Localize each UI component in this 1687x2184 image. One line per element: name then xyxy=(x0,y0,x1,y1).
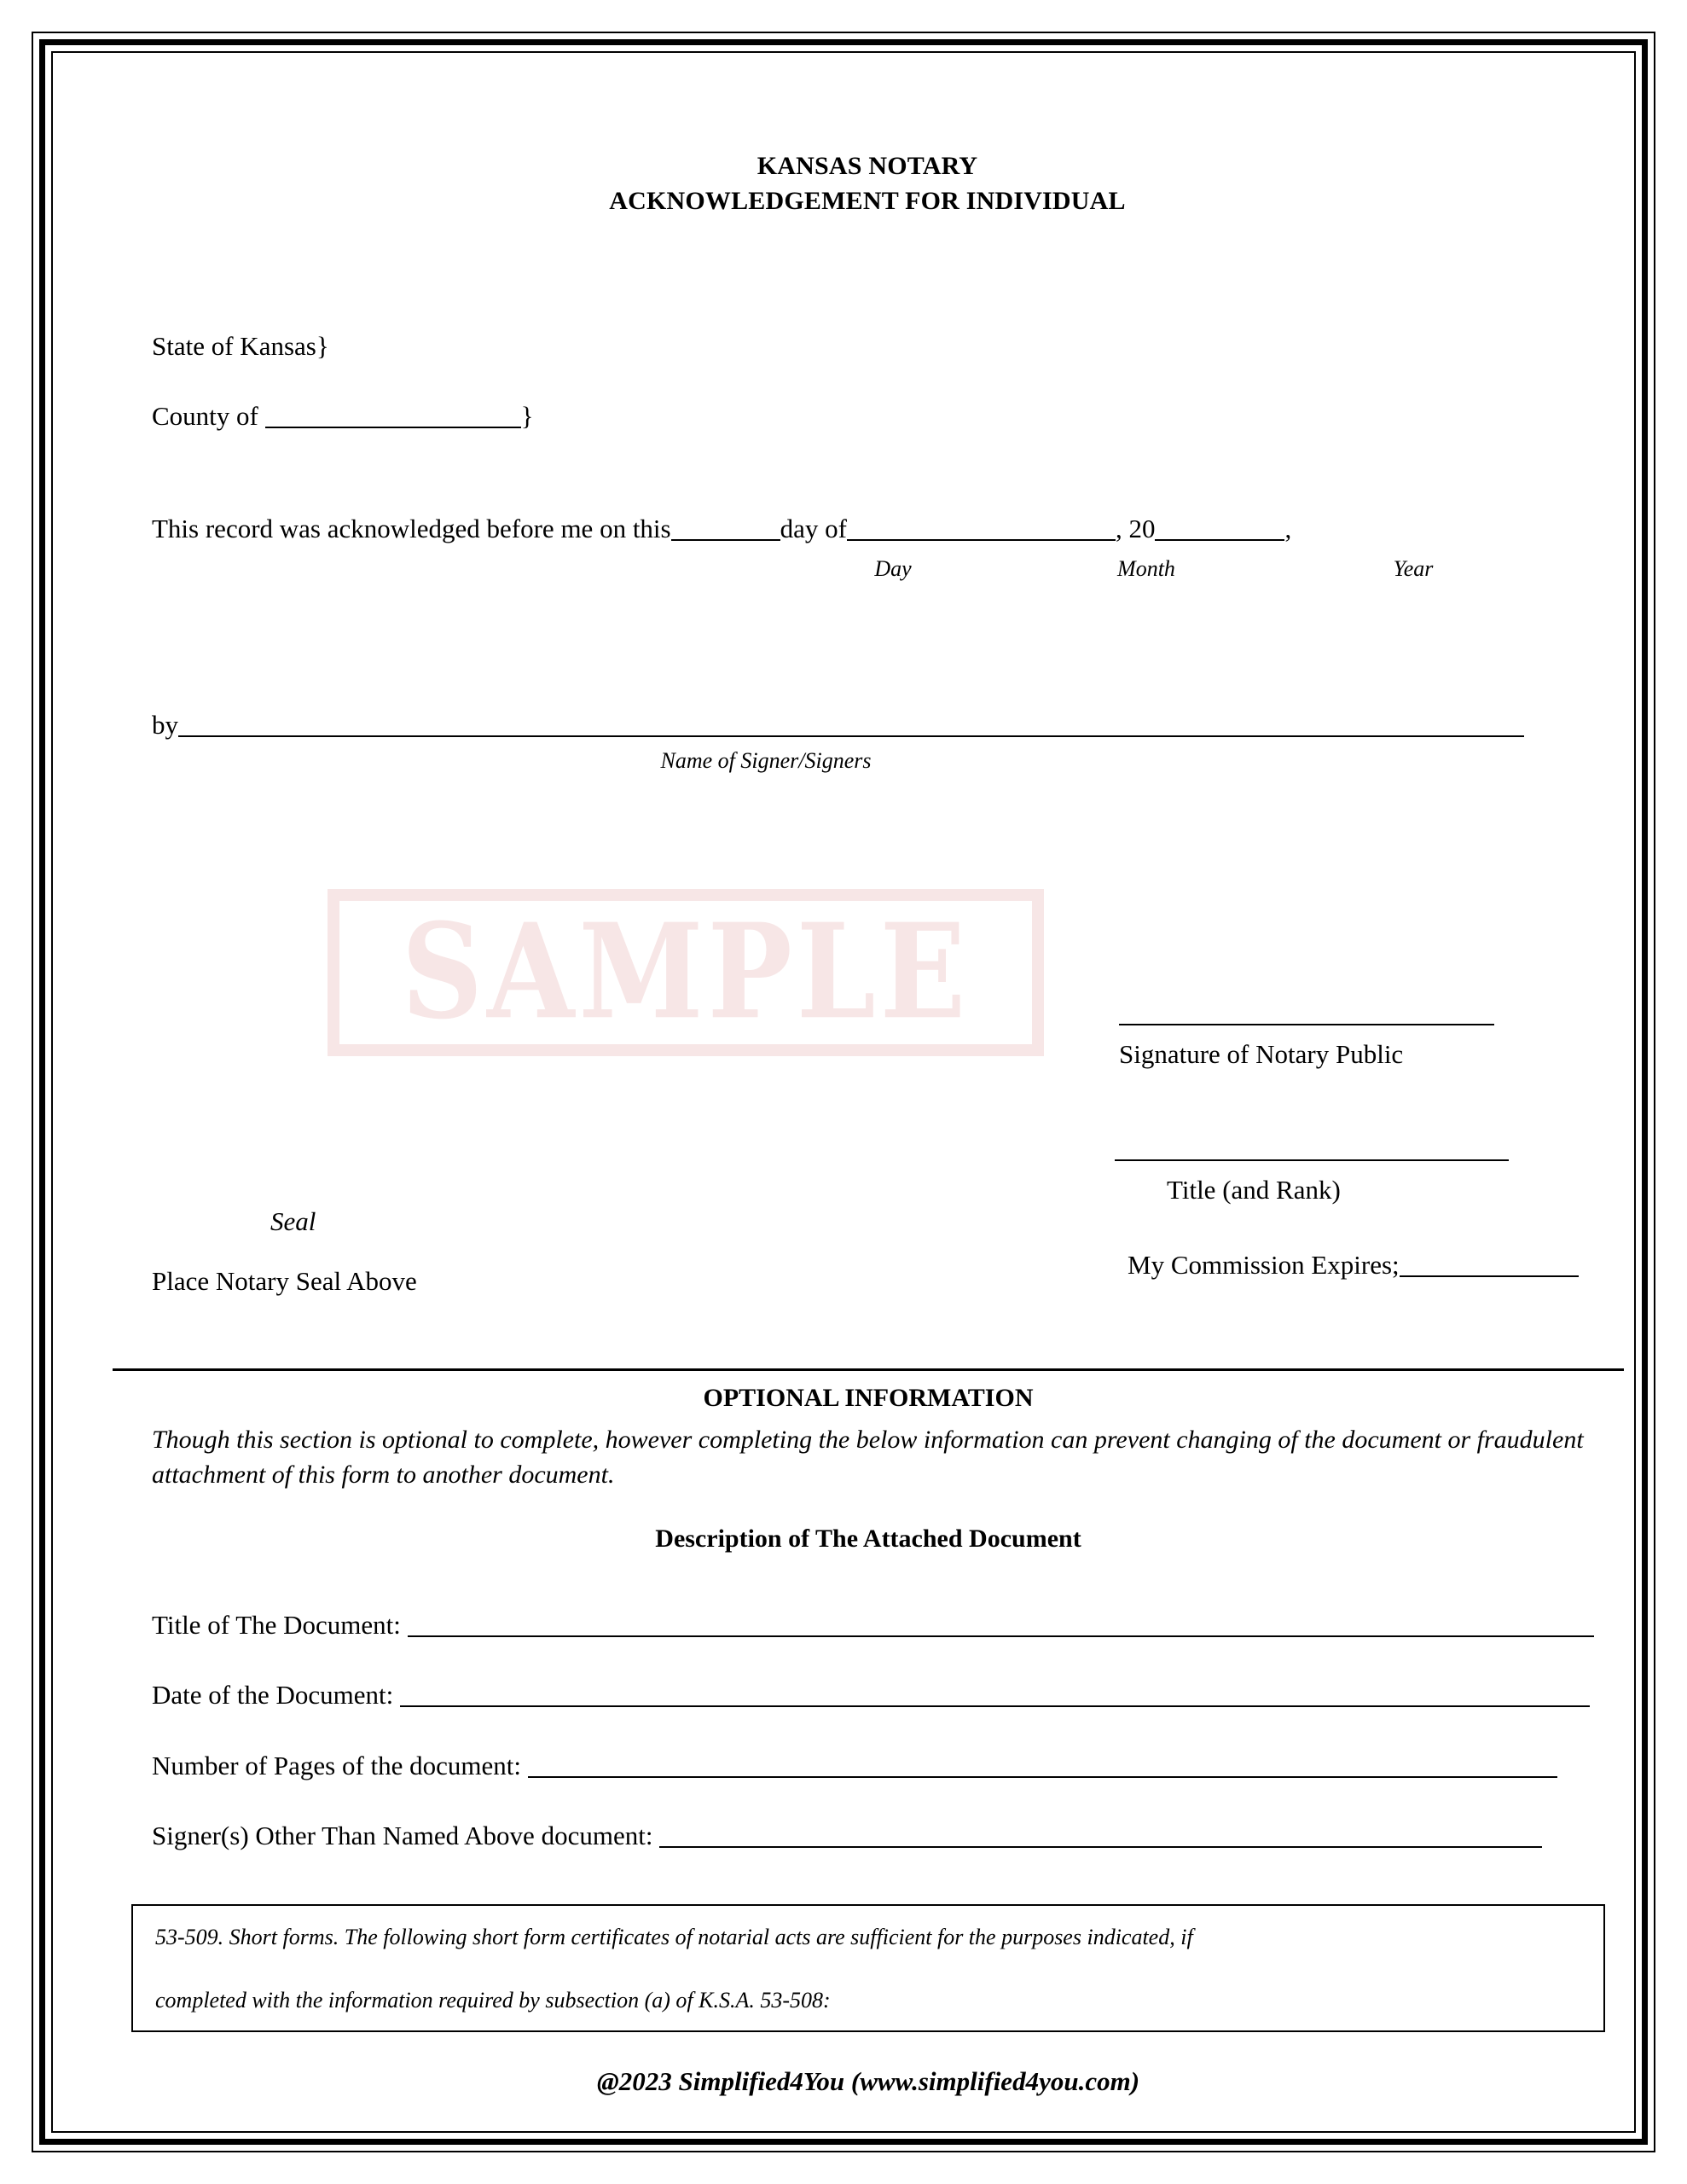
page-border-inner xyxy=(51,51,1636,2133)
year-caption: Year xyxy=(1393,556,1434,581)
year-input-blank[interactable] xyxy=(1155,539,1284,541)
month-input-blank[interactable] xyxy=(847,539,1116,541)
field-date-of-document-label: Date of the Document: xyxy=(152,1680,394,1710)
day-caption: Day xyxy=(874,556,912,581)
by-label: by xyxy=(152,710,178,740)
notary-title-line[interactable] xyxy=(1115,1159,1509,1161)
commission-expires-line xyxy=(1128,1250,1579,1281)
field-number-of-pages xyxy=(152,1751,1557,1781)
county-line xyxy=(152,401,534,432)
ack-text-day-of: day of xyxy=(780,514,847,543)
commission-expires-input-blank[interactable] xyxy=(1400,1275,1579,1277)
signer-name-caption: Name of Signer/Signers xyxy=(660,748,872,773)
ack-text-lead: This record was acknowledged before me on this xyxy=(152,514,671,543)
page-title xyxy=(113,148,1622,218)
title-line-2: ACKNOWLEDGEMENT FOR INDIVIDUAL xyxy=(609,187,1126,215)
notary-signature-line[interactable] xyxy=(1119,1024,1494,1025)
ack-text-year-prefix: , 20 xyxy=(1115,514,1156,543)
commission-expires-label: My Commission Expires; xyxy=(1128,1250,1400,1280)
field-other-signers xyxy=(152,1821,1542,1851)
description-heading: Description of The Attached Document xyxy=(655,1525,1081,1553)
state-line: State of Kansas} xyxy=(152,331,329,361)
signer-name-line xyxy=(152,710,1524,741)
county-label: County of xyxy=(152,401,265,431)
month-caption: Month xyxy=(1117,556,1175,581)
notary-title-caption: Title (and Rank) xyxy=(1167,1175,1341,1205)
acknowledgement-sentence xyxy=(152,514,1291,544)
page-border-middle xyxy=(39,39,1648,2145)
day-input-blank[interactable] xyxy=(671,539,780,541)
statute-line-1: 53-509. Short forms. The following short form certificates of notarial acts are sufficient for the purposes indicated, if xyxy=(155,1925,1193,1949)
notary-signature-caption: Signature of Notary Public xyxy=(1119,1039,1404,1069)
section-divider xyxy=(113,1368,1624,1371)
optional-information-paragraph: Though this section is optional to complete, however completing the below information can prevent changing of the document or fraudulent attachment of this form to another document. xyxy=(152,1426,1584,1489)
field-other-signers-label: Signer(s) Other Than Named Above document: xyxy=(152,1821,653,1850)
optional-information-heading: OPTIONAL INFORMATION xyxy=(703,1384,1034,1412)
field-title-of-document-label: Title of The Document: xyxy=(152,1610,401,1640)
sample-watermark-text: SAMPLE xyxy=(401,895,971,1049)
title-line-1: KANSAS NOTARY xyxy=(757,152,978,180)
field-title-of-document xyxy=(152,1610,1594,1641)
signer-name-input-blank[interactable] xyxy=(178,735,1524,737)
field-title-of-document-input[interactable] xyxy=(408,1635,1594,1637)
county-input-blank[interactable] xyxy=(265,427,521,428)
document-body xyxy=(113,113,1680,2177)
county-brace: } xyxy=(520,401,534,431)
field-other-signers-input[interactable] xyxy=(659,1846,1542,1848)
seal-word: Seal xyxy=(270,1206,316,1236)
field-date-of-document-input[interactable] xyxy=(400,1705,1590,1707)
statute-box xyxy=(131,1904,1605,2032)
field-number-of-pages-input[interactable] xyxy=(528,1776,1557,1778)
footer-copyright: @2023 Simplified4You (www.simplified4you.com) xyxy=(596,2066,1140,2096)
page-border-outer xyxy=(32,32,1655,2152)
field-date-of-document xyxy=(152,1680,1590,1711)
sample-watermark xyxy=(328,889,1044,1056)
field-number-of-pages-label: Number of Pages of the document: xyxy=(152,1751,522,1780)
statute-line-2: completed with the information required by subsection (a) of K.S.A. 53-508: xyxy=(155,1988,831,2013)
ack-text-trailing: , xyxy=(1284,514,1292,543)
seal-placement-note: Place Notary Seal Above xyxy=(152,1266,417,1296)
